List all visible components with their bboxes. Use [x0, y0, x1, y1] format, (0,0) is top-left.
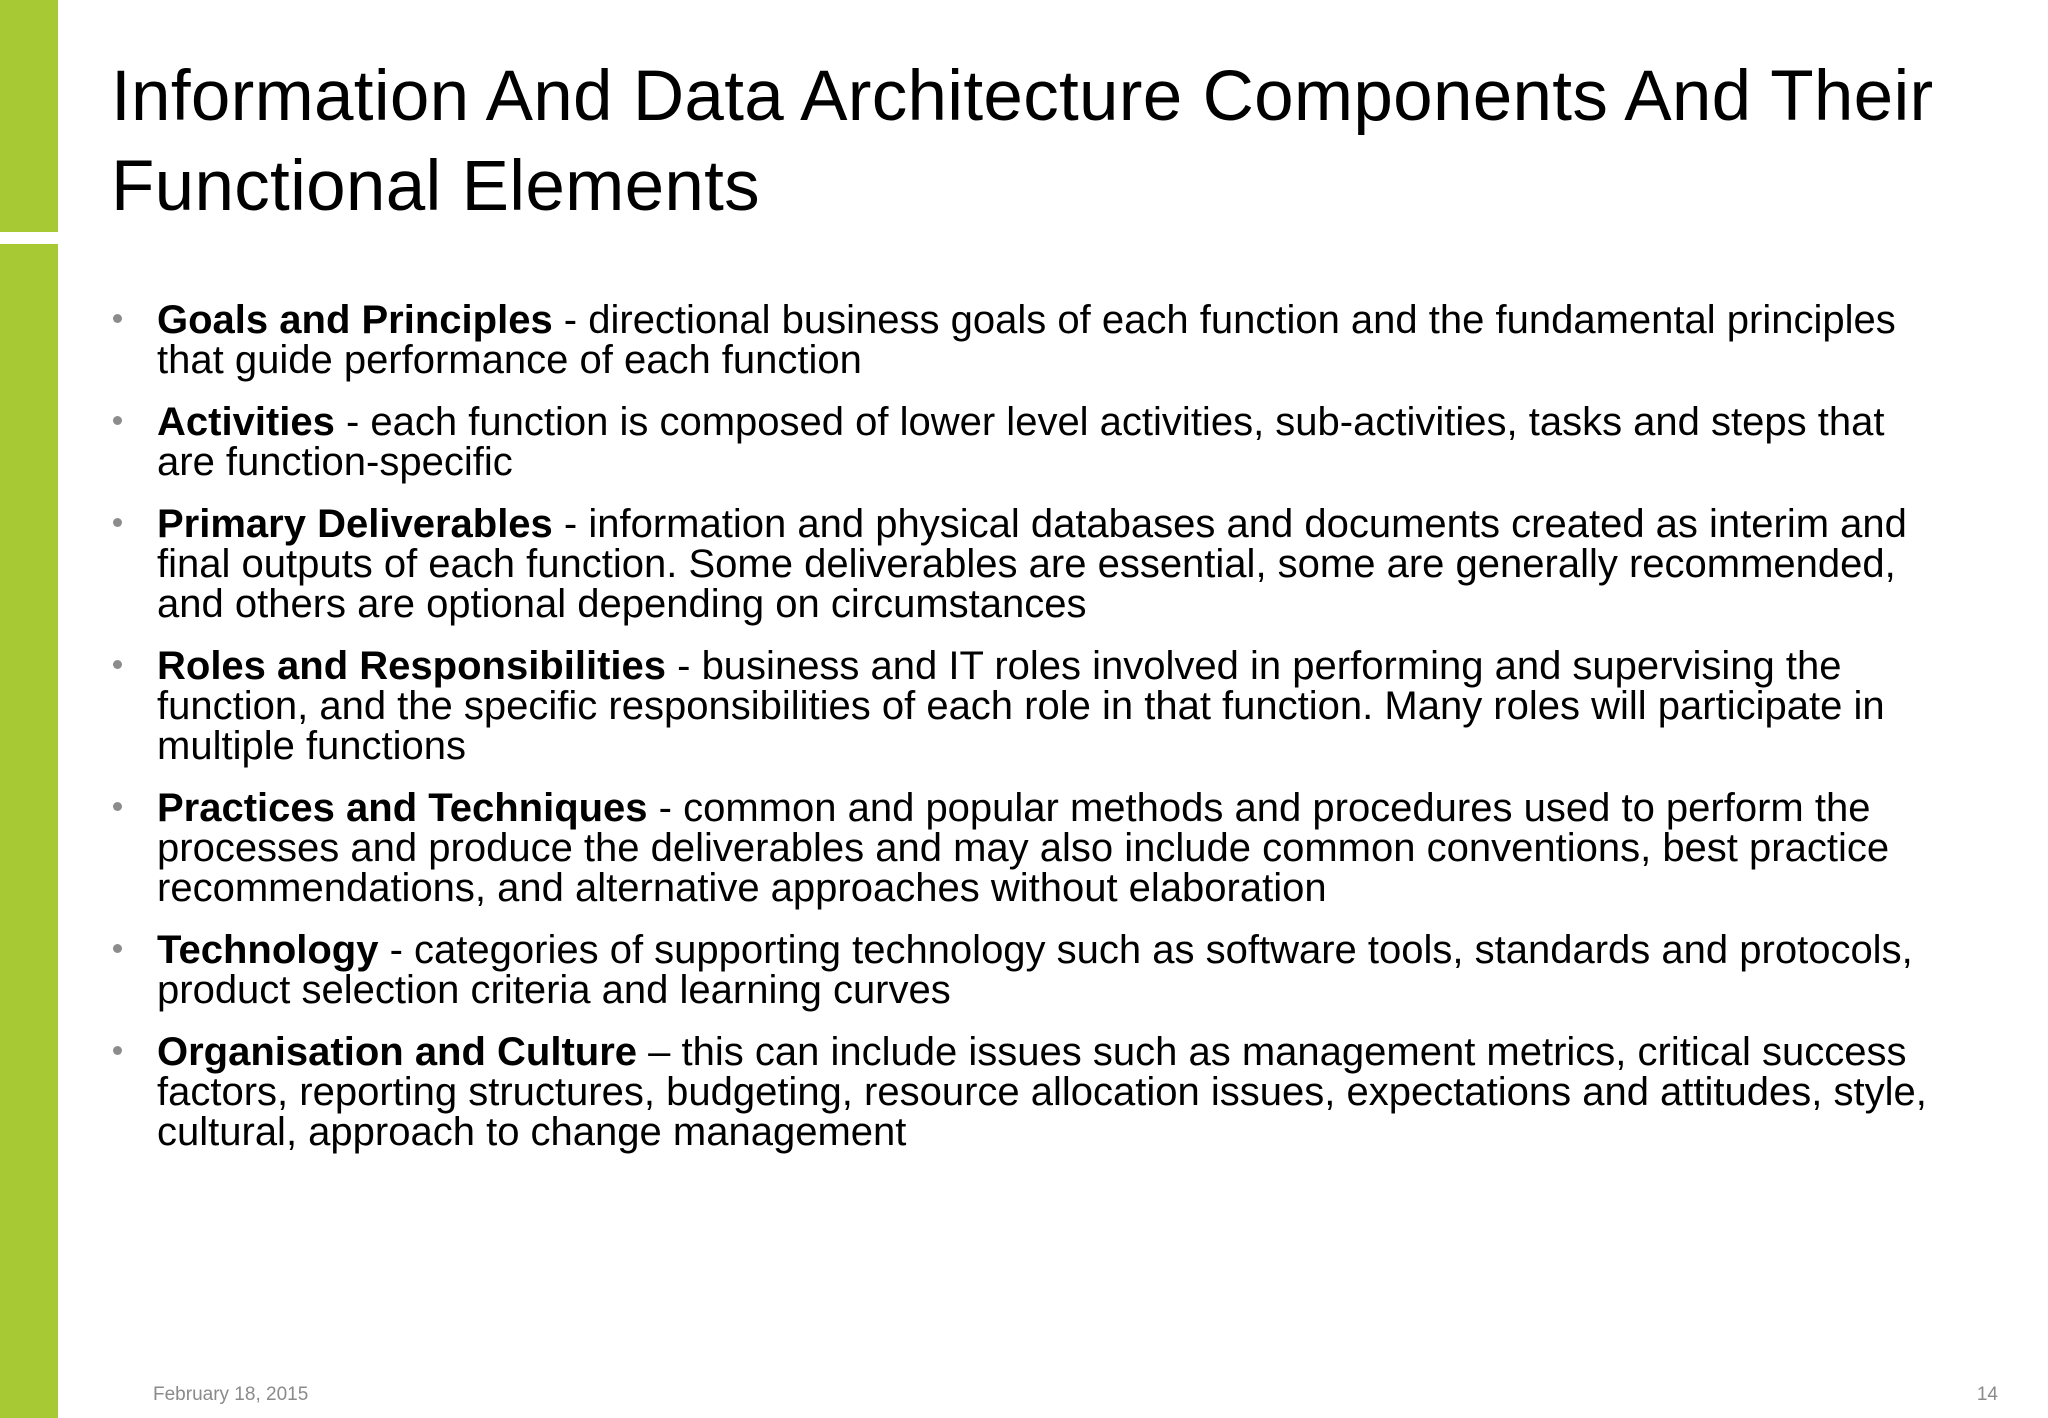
- bullet-text: business and IT roles involved in performing and supervising the function, and the specific responsibilities of each role in that function. Many roles will participate in multiple functions: [157, 644, 1885, 768]
- bullet-text: directional business goals of each function and the fundamental principles that guide performance of each function: [157, 298, 1896, 382]
- bullet-item-technology: [111, 930, 1941, 1010]
- bullet-separator: -: [552, 298, 589, 342]
- bullet-term: Practices and Techniques: [157, 786, 648, 830]
- bullet-separator: -: [378, 928, 415, 972]
- bullet-separator: -: [552, 502, 589, 546]
- bullet-dot-icon: [113, 660, 122, 669]
- bullet-term: Technology: [157, 928, 379, 972]
- bullet-text: common and popular methods and procedures used to perform the processes and produce the deliverables and may also include common conventions, best practice recommendations, and alternative approaches without elaboration: [157, 786, 1890, 910]
- bullet-term: Roles and Responsibilities: [157, 644, 667, 688]
- bullet-text: this can include issues such as management metrics, critical success factors, reporting structures, budgeting, resource allocation issues, expectations and attitudes, style, cultural, approach to change management: [157, 1030, 1927, 1154]
- bullet-dot-icon: [113, 944, 122, 953]
- accent-bar-top: [0, 0, 58, 232]
- bullet-separator: –: [637, 1030, 682, 1074]
- bullet-separator: -: [647, 786, 684, 830]
- bullet-dot-icon: [113, 1046, 122, 1055]
- bullet-item-activities: [111, 402, 1941, 482]
- bullet-text: categories of supporting technology such as software tools, standards and protocols, product selection criteria and learning curves: [157, 928, 1913, 1012]
- bullet-dot-icon: [113, 518, 122, 527]
- bullet-item-goals-and-principles: [111, 300, 1941, 380]
- bullet-dot-icon: [113, 314, 122, 323]
- bullet-term: Organisation and Culture: [157, 1030, 638, 1074]
- bullet-term: Primary Deliverables: [157, 502, 553, 546]
- footer-page-number: 14: [1976, 1384, 1998, 1405]
- bullet-text: each function is composed of lower level activities, sub-activities, tasks and steps that are function-specific: [157, 400, 1885, 484]
- bullet-separator: -: [666, 644, 702, 688]
- bullet-text: information and physical databases and documents created as interim and final outputs of each function. Some deliverables are essential, some are generally recommended, and others are optional depending on circumstances: [157, 502, 1907, 626]
- bullet-item-organisation-and-culture: [111, 1032, 1941, 1152]
- bullet-dot-icon: [113, 416, 122, 425]
- footer-date: February 18, 2015: [153, 1384, 309, 1405]
- bullet-list: [111, 300, 1941, 1174]
- bullet-dot-icon: [113, 802, 122, 811]
- bullet-separator: -: [334, 400, 371, 444]
- bullet-term: Activities: [157, 400, 335, 444]
- accent-bar-bottom: [0, 244, 58, 1418]
- bullet-item-roles-and-responsibilities: [111, 646, 1941, 766]
- bullet-item-practices-and-techniques: [111, 788, 1941, 908]
- slide-title: Information And Data Architecture Components And Their Functional Elements: [111, 57, 1934, 226]
- bullet-item-primary-deliverables: [111, 504, 1941, 624]
- bullet-term: Goals and Principles: [157, 298, 553, 342]
